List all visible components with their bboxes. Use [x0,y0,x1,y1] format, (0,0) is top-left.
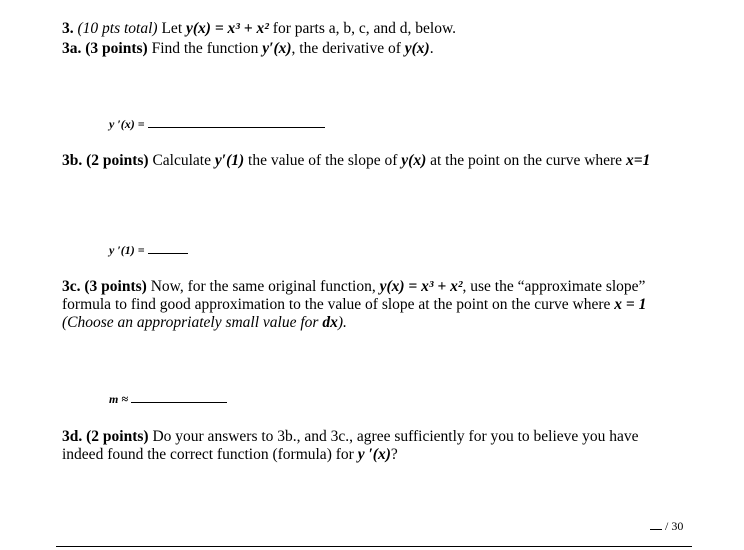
q3a-deriv-symbol: y′(x) [262,40,292,57]
q3d-label: 3d. [62,428,83,445]
q3c-prompt-line3 [62,314,347,332]
score-total: / 30 [665,519,684,533]
q3d-line2-before: indeed found the correct function (formula) for [62,446,354,463]
q3c-prompt-line2 [62,296,646,314]
q3a-text-before: Find the function [151,40,259,57]
q3c-line3-before: (Choose an appropriately small value for [62,314,319,331]
q3c-condition: x = 1 [614,296,647,313]
q3d-deriv-symbol: y ′(x) [357,446,391,463]
q3a-func-symbol: y(x) [404,40,430,57]
q3-header-rest: for parts a, b, c, and d, below. [272,20,457,37]
q3a-answer-label: y ′(x) = [109,117,145,131]
q3d-prompt-line1 [62,428,639,446]
q3a-text-end: . [429,40,434,57]
q3-header [62,20,456,38]
q3b-text-end: at the point on the curve where [430,152,623,169]
q3b-prompt [62,152,650,170]
q3c-line1-before: Now, for the same original function, [150,278,376,295]
q3b-answer-blank[interactable] [148,253,188,254]
q3b-label: 3b. [62,152,83,169]
q3b-text-mid: the value of the slope of [248,152,398,169]
q3d-prompt-line2 [62,446,398,464]
q3a-points: (3 points) [85,40,148,57]
q3a-label: 3a. [62,40,82,57]
q3b-deriv-at: y′(1) [214,152,245,169]
q3a-text-mid: , the derivative of [291,40,401,57]
q3a-prompt [62,40,434,58]
q3c-line2: formula to find good approximation to the value of slope at the point on the curve where [62,296,611,313]
q3-function: y(x) = x³ + x² [186,20,269,37]
q3c-label: 3c. [62,278,81,295]
page-bottom-rule [56,546,692,547]
q3b-points: (2 points) [86,152,149,169]
q3c-line3-after: ). [337,314,347,331]
q3d-line1: Do your answers to 3b., and 3c., agree sufficiently for you to believe you have [152,428,639,445]
q3c-answer-label: m ≈ [109,392,128,406]
q3b-condition: x=1 [625,152,651,169]
q3b-text-before: Calculate [152,152,211,169]
q3c-line1-after: , use the “approximate slope” [462,278,646,295]
q3c-function: y(x) = x³ + x² [379,278,463,295]
q3c-points: (3 points) [84,278,147,295]
score-row [650,519,683,534]
q3c-dx: dx [322,314,338,331]
q3b-answer-row [109,243,188,258]
q3b-func-symbol: y(x) [401,152,427,169]
q3d-points: (2 points) [86,428,149,445]
q3a-answer-row [109,117,325,132]
q3-let-word: Let [161,20,183,37]
q3b-answer-label: y ′(1) = [109,243,145,257]
q3-total-points: (10 pts total) [77,20,158,37]
score-blank[interactable] [650,529,662,530]
q3a-answer-blank[interactable] [148,127,325,128]
q3c-answer-row [109,392,227,407]
q3d-line2-after: ? [390,446,398,463]
q3c-answer-blank[interactable] [131,402,227,403]
q3c-prompt-line1 [62,278,645,296]
q3-number: 3. [62,20,74,37]
